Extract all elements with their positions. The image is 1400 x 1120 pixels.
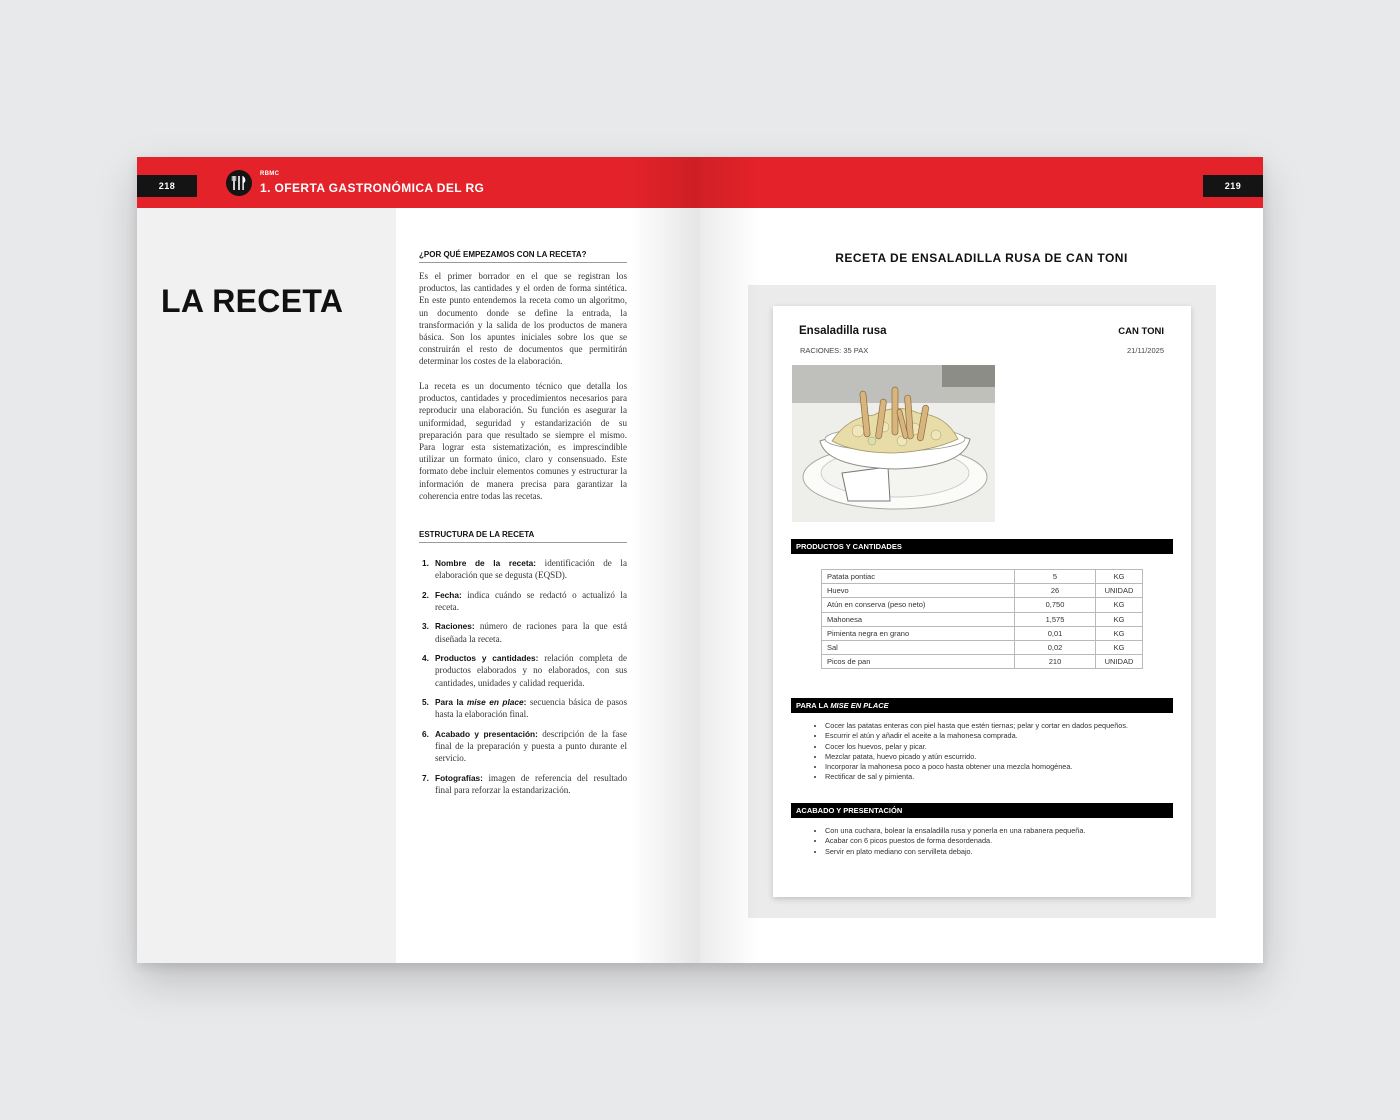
list-item: • Con una cuchara, bolear la ensaladilla rusa y ponerla en una rabanera pequeña. [825, 826, 1185, 836]
intro-text [419, 270, 627, 368]
right-page [700, 157, 1263, 963]
list-item: • Cocer los huevos, pelar y picar. [825, 742, 1185, 752]
list-item: • Escurrir el atún y añadir el aceite a la mahonesa comprada. [825, 731, 1185, 741]
table-row: Mahonesa 1,575 KG [822, 612, 1143, 626]
list-item: 1. Nombre de la receta: identificación de la elaboración que se degusta (EQSD). [422, 558, 627, 581]
list-item: 2. Fecha: indica cuándo se redactó o actualizó la receta. [422, 589, 627, 612]
table-row: Pimienta negra en grano 0,01 KG [822, 626, 1143, 640]
structure-list [419, 557, 627, 803]
list-item: • Rectificar de sal y pimienta. [825, 772, 1185, 782]
list-item: 5. Para la mise en place: secuencia básica de pasos hasta la elaboración final. [422, 697, 628, 720]
recipe-page-title: RECETA DE ENSALADILLA RUSA DE CAN TONI [835, 251, 1128, 265]
section-title: 1. OFERTA GASTRONÓMICA DEL RG [260, 181, 485, 195]
title-column [137, 208, 396, 963]
mise-steps-list [809, 721, 1185, 783]
mise-heading: PARA LA MISE EN PLACE [791, 698, 1173, 713]
book-spread [137, 157, 1263, 963]
page-number-left: 218 [137, 175, 197, 197]
products-heading: PRODUCTOS Y CANTIDADES [791, 539, 1173, 554]
list-item: • Servir en plato mediano con servilleta debajo. [825, 847, 1185, 857]
list-item: • Acabar con 6 picos puestos de forma desordenada. [825, 836, 1185, 846]
table-row: Patata pontiac 5 KG [822, 570, 1143, 584]
table-row: Picos de pan 210 UNIDAD [822, 655, 1143, 669]
list-item: • Cocer las patatas enteras con piel hasta que estén tiernas; pelar y cortar en dados pequeños. [825, 721, 1185, 731]
list-item: 6. Acabado y presentación: descripción de la fase final de la preparación y puesta a punto durante el servicio. [422, 728, 628, 764]
servings: RACIONES: 35 PAX [800, 346, 869, 355]
recipe-date: 21/11/2025 [1127, 346, 1164, 355]
page-number-right: 219 [1203, 175, 1263, 197]
finish-steps-list [809, 826, 1185, 857]
restaurant-name: CAN TONI [1118, 326, 1164, 337]
definition-text [419, 380, 627, 502]
gutter-shadow [630, 157, 700, 963]
cutlery-logo-icon [226, 170, 252, 196]
finish-heading: ACABADO Y PRESENTACIÓN [791, 803, 1173, 818]
table-row: Huevo 26 UNIDAD [822, 584, 1143, 598]
page-title: LA RECETA [161, 283, 344, 319]
recipe-sheet [773, 306, 1191, 897]
list-item: 4. Productos y cantidades: relación completa de productos elaborados y no elaborados, con sus cantidades, unidades y calidad requerida. [422, 653, 627, 688]
section-label: RBMC [260, 171, 280, 177]
paragraph-1: Es el primer borrador en el que se registran los productos, las cantidades y el orden de forma sintética. En este punto entendemos la receta como un algoritmo, un documento donde se define la entrada, la transformación y la salida de los productos de manera básica. Son los apuntes iniciales sobre los que se construirán el resto de documentos que permitirán determinar los costes de la elaboración. [419, 271, 627, 367]
recipe-name: Ensaladilla rusa [799, 325, 887, 337]
table-row: Sal 0,02 KG [822, 640, 1143, 654]
list-item: 7. Fotografías: imagen de referencia del resultado final para reforzar la estandarización. [422, 772, 627, 795]
list-item: • Mezclar patata, huevo picado y atún escurrido. [825, 752, 1185, 762]
left-page [137, 157, 700, 963]
list-item: 3. Raciones: número de raciones para la que está diseñada la receta. [422, 621, 627, 644]
list-item: • Incorporar la mahonesa poco a poco hasta obtener una mezcla homogénea. [825, 762, 1185, 772]
structure-heading: ESTRUCTURA DE LA RECETA [419, 530, 627, 543]
dish-photo [792, 365, 995, 522]
header-band [700, 157, 1263, 208]
why-heading: ¿POR QUÉ EMPEZAMOS CON LA RECETA? [419, 250, 627, 263]
table-row: Atún en conserva (peso neto) 0,750 KG [822, 598, 1143, 612]
ingredients-table [821, 569, 1143, 669]
paragraph-2: La receta es un documento técnico que detalla los productos, cantidades y procedimientos necesarios para reproducir una elaboración. Su función es asegurar la uniformidad, seguridad y estandarización de su preparación para que resultado se siempre el mismo. Para lograr esta sistematización, es imprescindible utilizar un formato único, claro y consensuado. Este formato debe incluir elementos comunes y estructurar la información de manera precisa para garantizar la coherencia entre todas las recetas. [419, 381, 627, 501]
